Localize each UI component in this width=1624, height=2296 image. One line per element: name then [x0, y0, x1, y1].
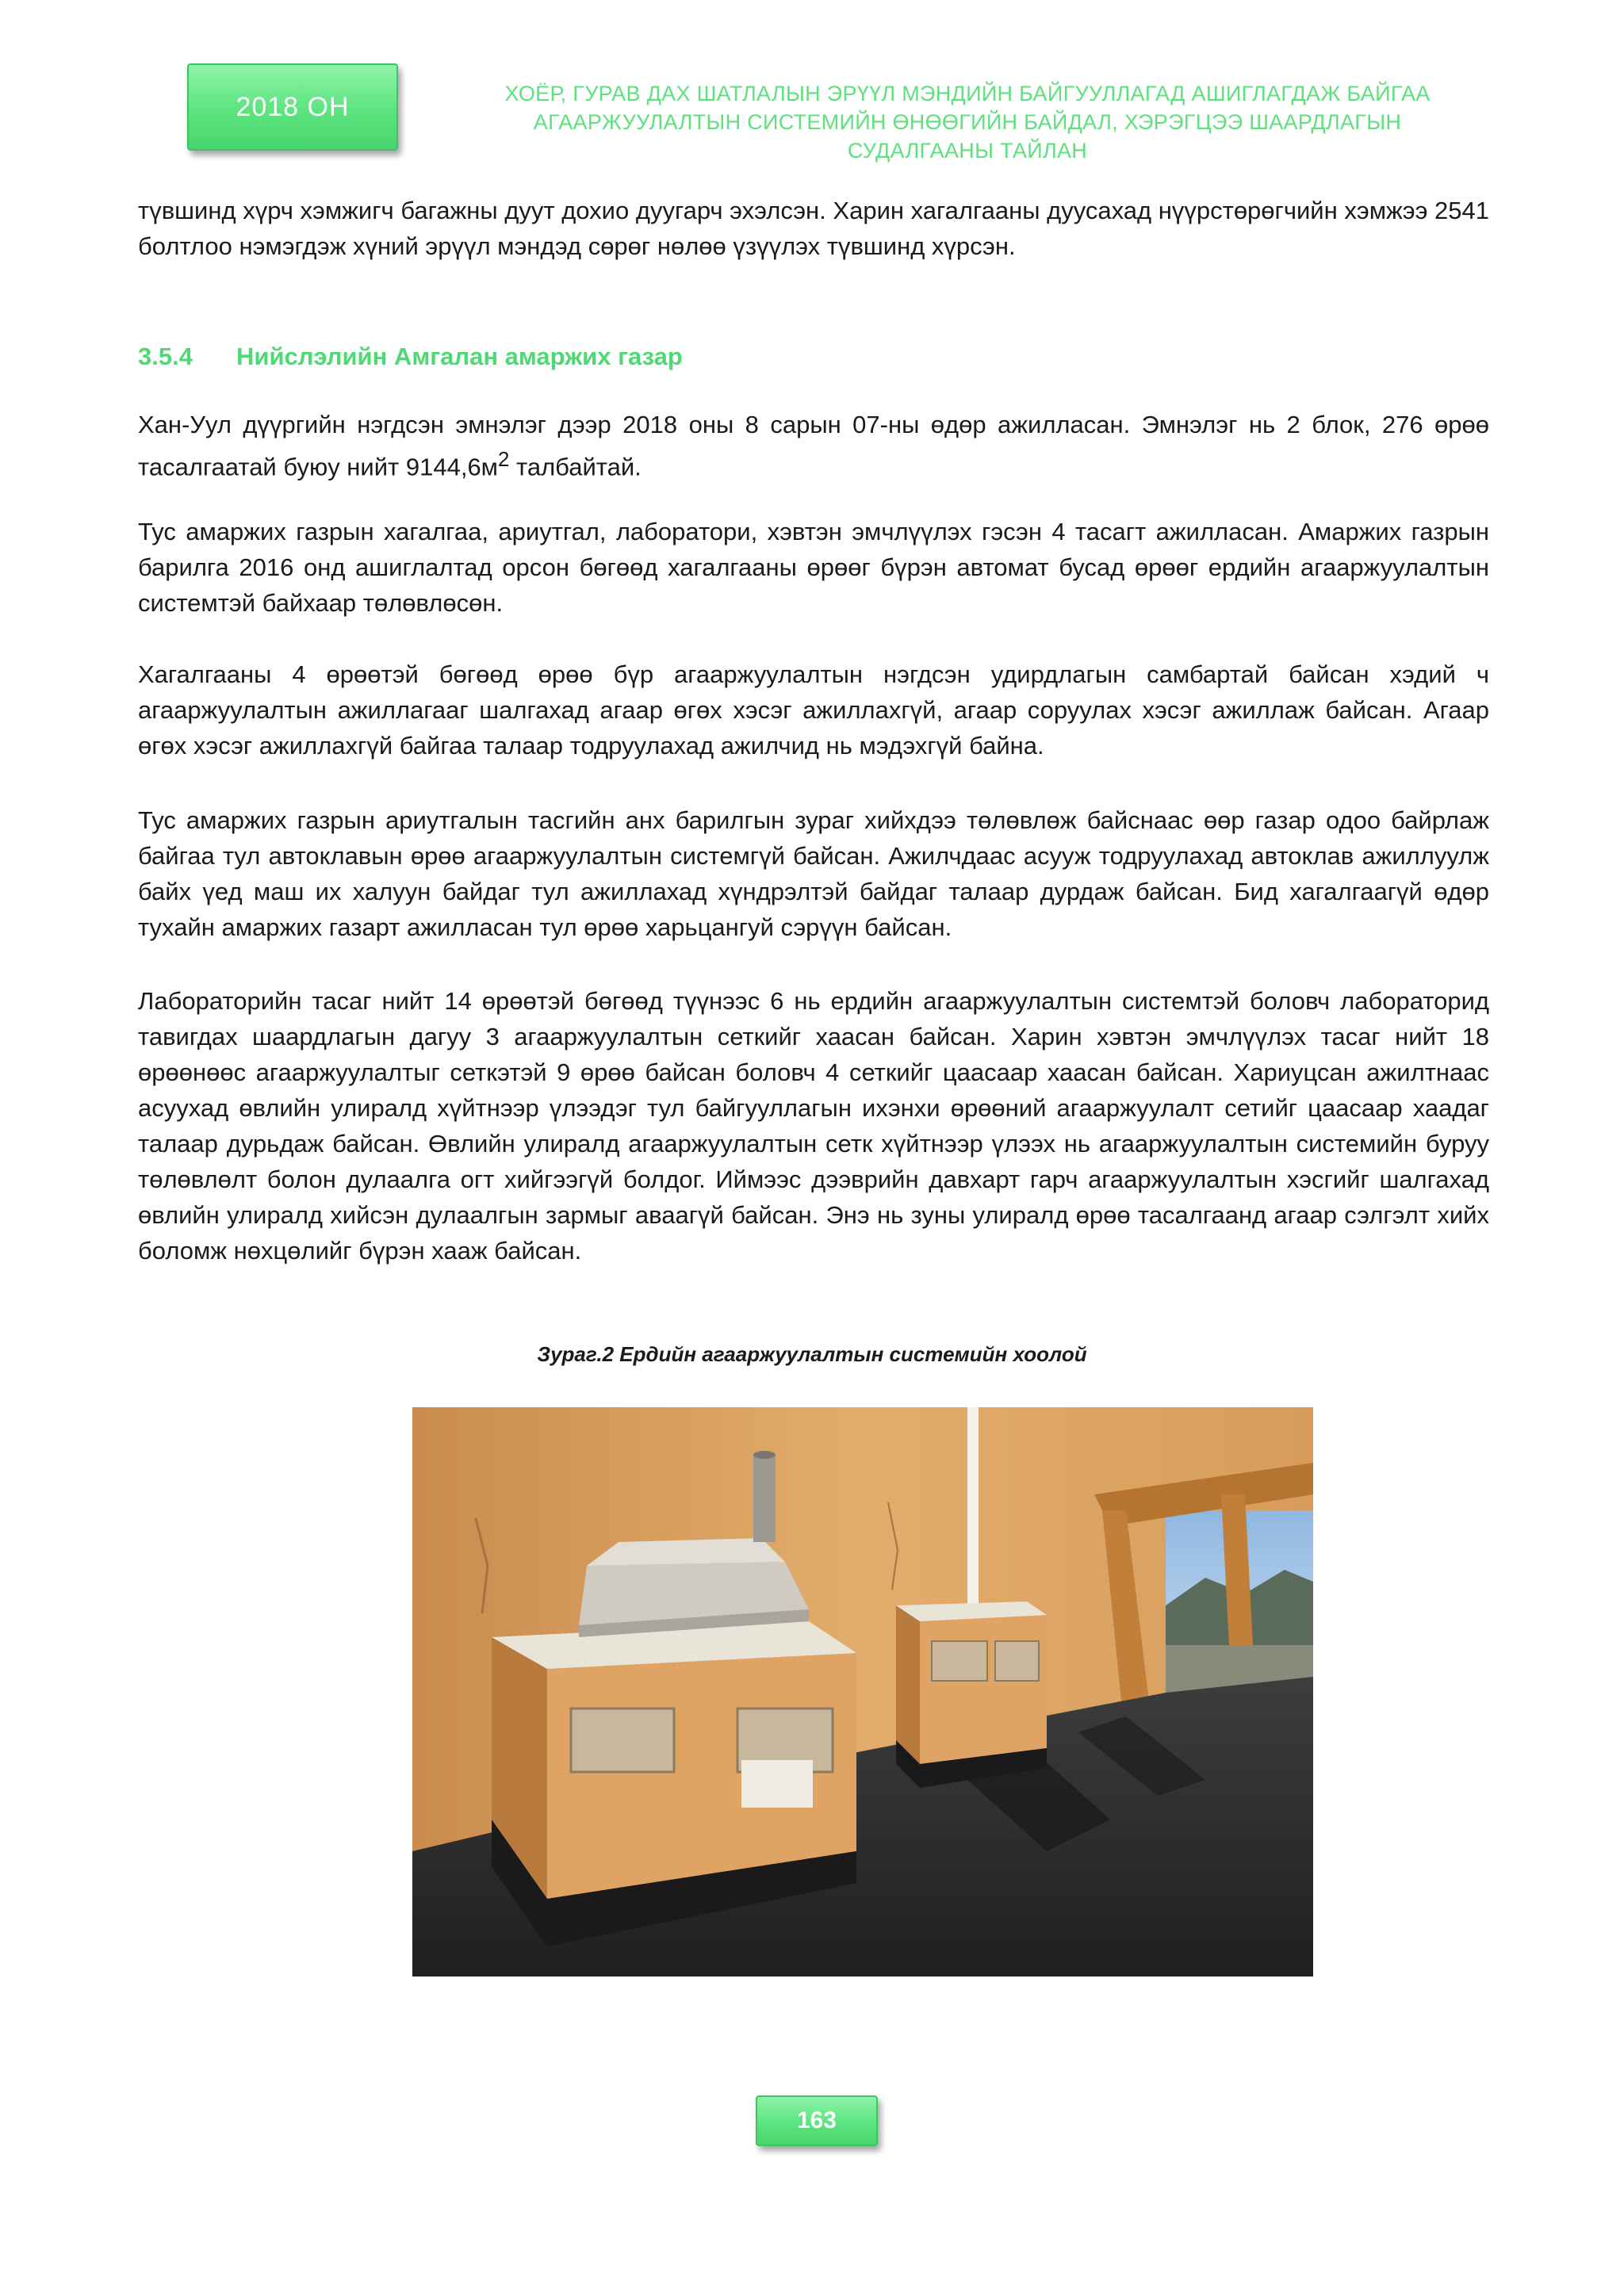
year-badge [187, 63, 398, 151]
figure-photo-rooftop-vents [412, 1407, 1313, 1976]
superscript: 2 [498, 449, 510, 471]
year-badge-label: 2018 ОН [236, 91, 350, 122]
paragraph-hospital-intro [138, 407, 1489, 484]
paragraph-departments: Тус амаржих газрын хагалгаа, ариутгал, лаборатори, хэвтэн эмчлүүлэх гэсэн 4 тасагт ажилласан. Амаржих газрын барилга 2016 онд ашиглалтад орсон бөгөөд хагалгааны өрөөг бүрэн автомат бусад өрөөг ердийн агааржуулалтын системтэй байхаар төлөвлөсөн. [138, 518, 1489, 617]
page-number-label: 163 [796, 2107, 837, 2133]
figure-caption: Зураг.2 Ердийн агааржуулалтын системийн хоолой [537, 1342, 1087, 1366]
report-title-line: СУДАЛГААНЫ ТАЙЛАН [847, 139, 1088, 163]
section-heading [138, 339, 683, 374]
section-title: Нийслэлийн Амгалан амаржих газар [236, 342, 683, 370]
paragraph-text: Хан-Уул дүүргийн нэгдсэн эмнэлэг дээр 2018 оны 8 сарын 07-ны өдөр ажилласан. Эмнэлэг нь 2 блок, 276 өрөө тасалгаатай буюу нийт 9144,6м [138, 411, 1489, 481]
paragraph-sterilization: Тус амаржих газрын ариутгалын тасгийн анх барилгын зураг хийхдээ төлөвлөж байснаас өөр газар одоо байрлаж байгаа тул автоклавын өрөө агааржуулалтын системгүй байсан. Ажилчдаас асууж тодруулахад автоклав ажиллуулж байх үед маш их халуун байдаг тул ажиллахад хүндрэлтэй байдаг талаар дурдаж байсан. Бид хагалгаагүй өдөр тухайн амаржих газарт ажилласан тул өрөө харьцангуй сэрүүн байсан. [138, 806, 1489, 941]
report-title-line: ХОЁР, ГУРАВ ДАХ ШАТЛАЛЫН ЭРҮҮЛ МЭНДИЙН БАЙГУУЛЛАГАД АШИГЛАГДАЖ БАЙГАА [504, 82, 1431, 105]
paragraph-continued: түвшинд хүрч хэмжигч багажны дуут дохио дуугарч эхэлсэн. Харин хагалгааны дуусахад нүүрстөрөгчийн хэмжээ 2541 болтлоо нэмэгдэж хүний эрүүл мэндэд сөрөг нөлөө үзүүлэх түвшинд хүрсэн. [138, 197, 1489, 260]
paragraph-surgery: Хагалгааны 4 өрөөтэй бөгөөд өрөө бүр агааржуулалтын нэгдсэн удирдлагын самбартай байсан хэдий ч агааржуулалтын ажиллагааг шалгахад агаар өгөх хэсэг ажиллахгүй, агаар соруулах хэсэг ажиллаж байсан. Агаар өгөх хэсэг ажиллахгүй байгаа талаар тодруулахад ажилчид нь мэдэхгүй байна. [138, 660, 1489, 760]
page-number [756, 2095, 878, 2146]
paragraph-text: талбайтай. [509, 453, 642, 481]
paragraph-laboratory: Лабораторийн тасаг нийт 14 өрөөтэй бөгөөд түүнээс 6 нь ердийн агааржуулалтын системтэй боловч лабораторид тавигдах шаардлагын дагуу 3 агааржуулалтын сеткийг хаасан байсан. Харин хэвтэн эмчлүүлэх тасаг нийт 18 өрөөнөөс агааржуулалтыг сеткэтэй 9 өрөө байсан боловч 4 сеткийг цаасаар хаасан байсан. Хариуцсан ажилтнаас асуухад өвлийн улиралд хүйтнээр үлээдэг тул байгууллагын ихэнхи өрөөний агааржуулалт сетийг цаасаар хаадаг талаар дурьдаж байсан. Өвлийн улиралд агааржуулалтын сетк хүйтнээр үлээх нь агааржуулалтын системийн буруу төлөвлөлт болон дулаалга огт хийгээгүй болдог. Иймээс дээврийн давхарт гарч агааржуулалтын хэсгийг шалгахад өвлийн улиралд хийсэн дулаалгын зармыг аваагүй байсан. Энэ нь зуны улиралд өрөө тасалгаанд агаар сэлгэлт хийх боломж нөхцөлийг бүрэн хааж байсан. [138, 987, 1489, 1265]
section-number: 3.5.4 [138, 342, 193, 370]
report-title [444, 79, 1491, 165]
report-title-line: АГААРЖУУЛАЛТЫН СИСТЕМИЙН ӨНӨӨГИЙН БАЙДАЛ, ХЭРЭГЦЭЭ ШААРДЛАГЫН [533, 110, 1402, 134]
